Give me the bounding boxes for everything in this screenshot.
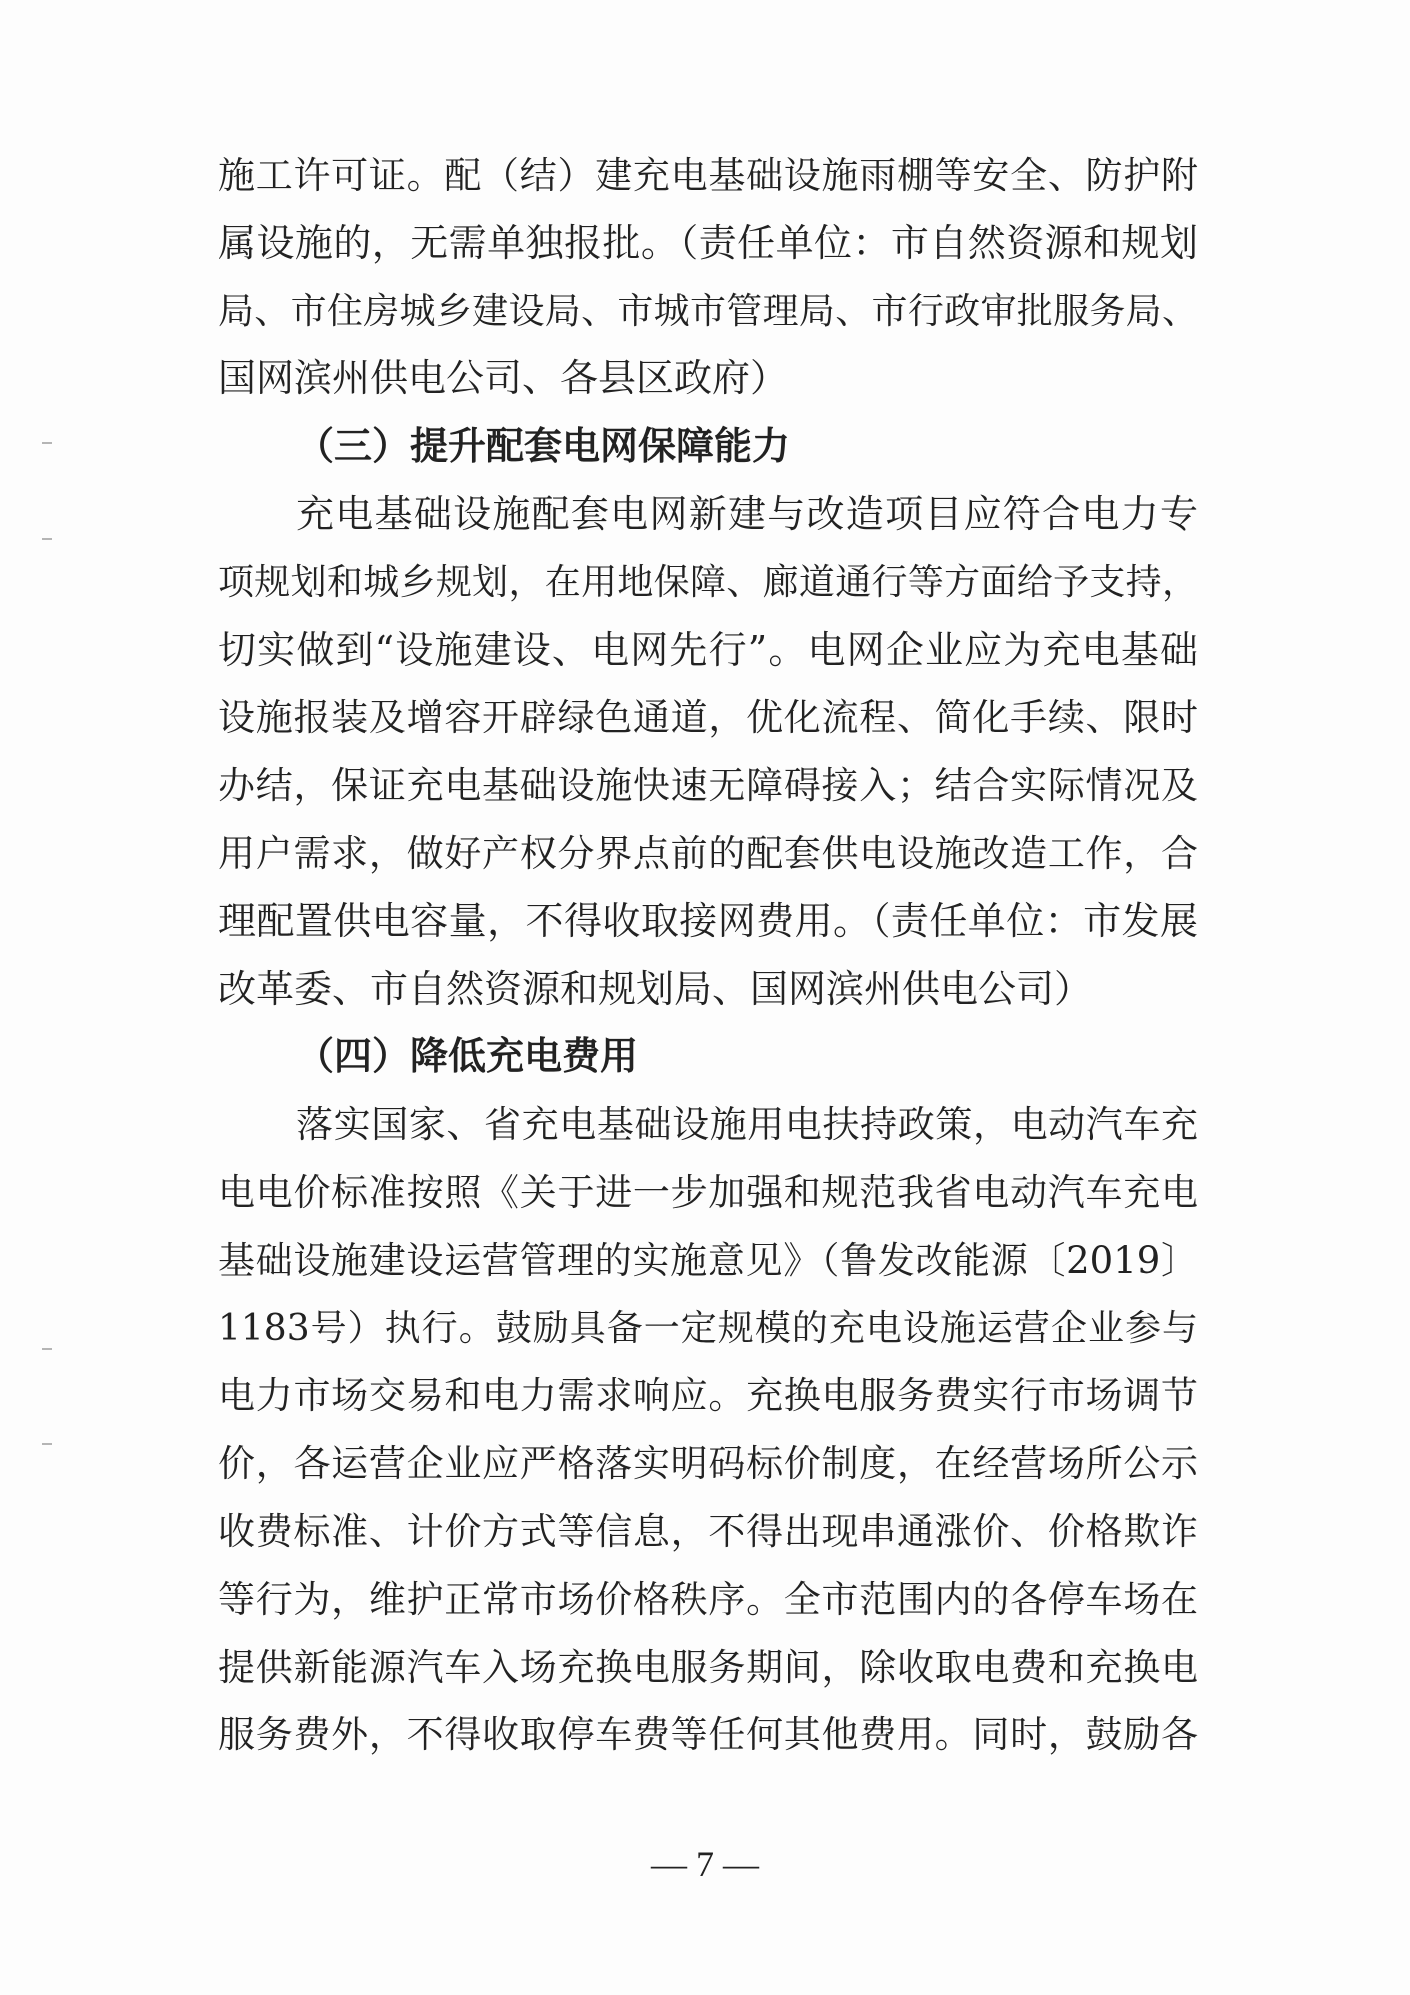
section-heading-4: （四）降低充电费用 (296, 1034, 639, 1079)
body-line: 办结，保证充电基础设施快速无障碍接入；结合实际情况及 (218, 764, 1198, 808)
paragraph-first-line: 落实国家、省充电基础设施用电扶持政策，电动汽车充 (296, 1103, 1198, 1147)
body-line: 理配置供电容量，不得收取接网费用。（责任单位：市发展 (218, 898, 1198, 943)
body-line: 价，各运营企业应严格落实明码标价制度，在经营场所公示 (218, 1442, 1198, 1486)
body-line: 属设施的，无需单独报批。（责任单位：市自然资源和规划 (218, 220, 1198, 265)
body-line: 设施报装及增容开辟绿色通道，优化流程、简化手续、限时 (218, 696, 1198, 740)
body-line: 收费标准、计价方式等信息，不得出现串通涨价、价格欺诈 (218, 1509, 1198, 1553)
body-line: 1183号）执行。鼓励具备一定规模的充电设施运营企业参与 (218, 1307, 1198, 1349)
body-line: 等行为，维护正常市场价格秩序。全市范围内的各停车场在 (218, 1577, 1198, 1621)
body-line: 国网滨州供电公司、各县区政府） (218, 356, 789, 401)
body-line: 提供新能源汽车入场充换电服务期间，除收取电费和充换电 (218, 1645, 1198, 1689)
body-line: 施工许可证。配（结）建充电基础设施雨棚等安全、防护附 (218, 154, 1198, 197)
document-body (218, 142, 1198, 1769)
paragraph-first-line: 充电基础设施配套电网新建与改造项目应符合电力专 (296, 491, 1198, 536)
body-line: 服务费外，不得收取停车费等任何其他费用。同时，鼓励各 (218, 1713, 1198, 1757)
margin-mark (42, 1443, 52, 1445)
margin-mark (42, 442, 52, 444)
section-heading-3: （三）提升配套电网保障能力 (296, 424, 791, 469)
body-line: 项规划和城乡规划，在用地保障、廊道通行等方面给予支持， (218, 561, 1198, 603)
body-line: 基础设施建设运营管理的实施意见》（鲁发改能源〔2019〕 (218, 1238, 1198, 1282)
body-line: 切实做到“设施建设、电网先行”。电网企业应为充电基础 (218, 627, 1198, 672)
body-line: 用户需求，做好产权分界点前的配套供电设施改造工作，合 (218, 831, 1198, 875)
body-line: 电电价标准按照《关于进一步加强和规范我省电动汽车充电 (218, 1170, 1198, 1214)
margin-mark (42, 538, 52, 540)
page-number: — 7 — (651, 1844, 759, 1884)
body-line: 改革委、市自然资源和规划局、国网滨州供电公司） (218, 966, 1093, 1011)
body-line: 电力市场交易和电力需求响应。充换电服务费实行市场调节 (218, 1374, 1198, 1418)
margin-mark (42, 1348, 52, 1350)
body-line: 局、市住房城乡建设局、市城市管理局、市行政审批服务局、 (218, 290, 1198, 332)
